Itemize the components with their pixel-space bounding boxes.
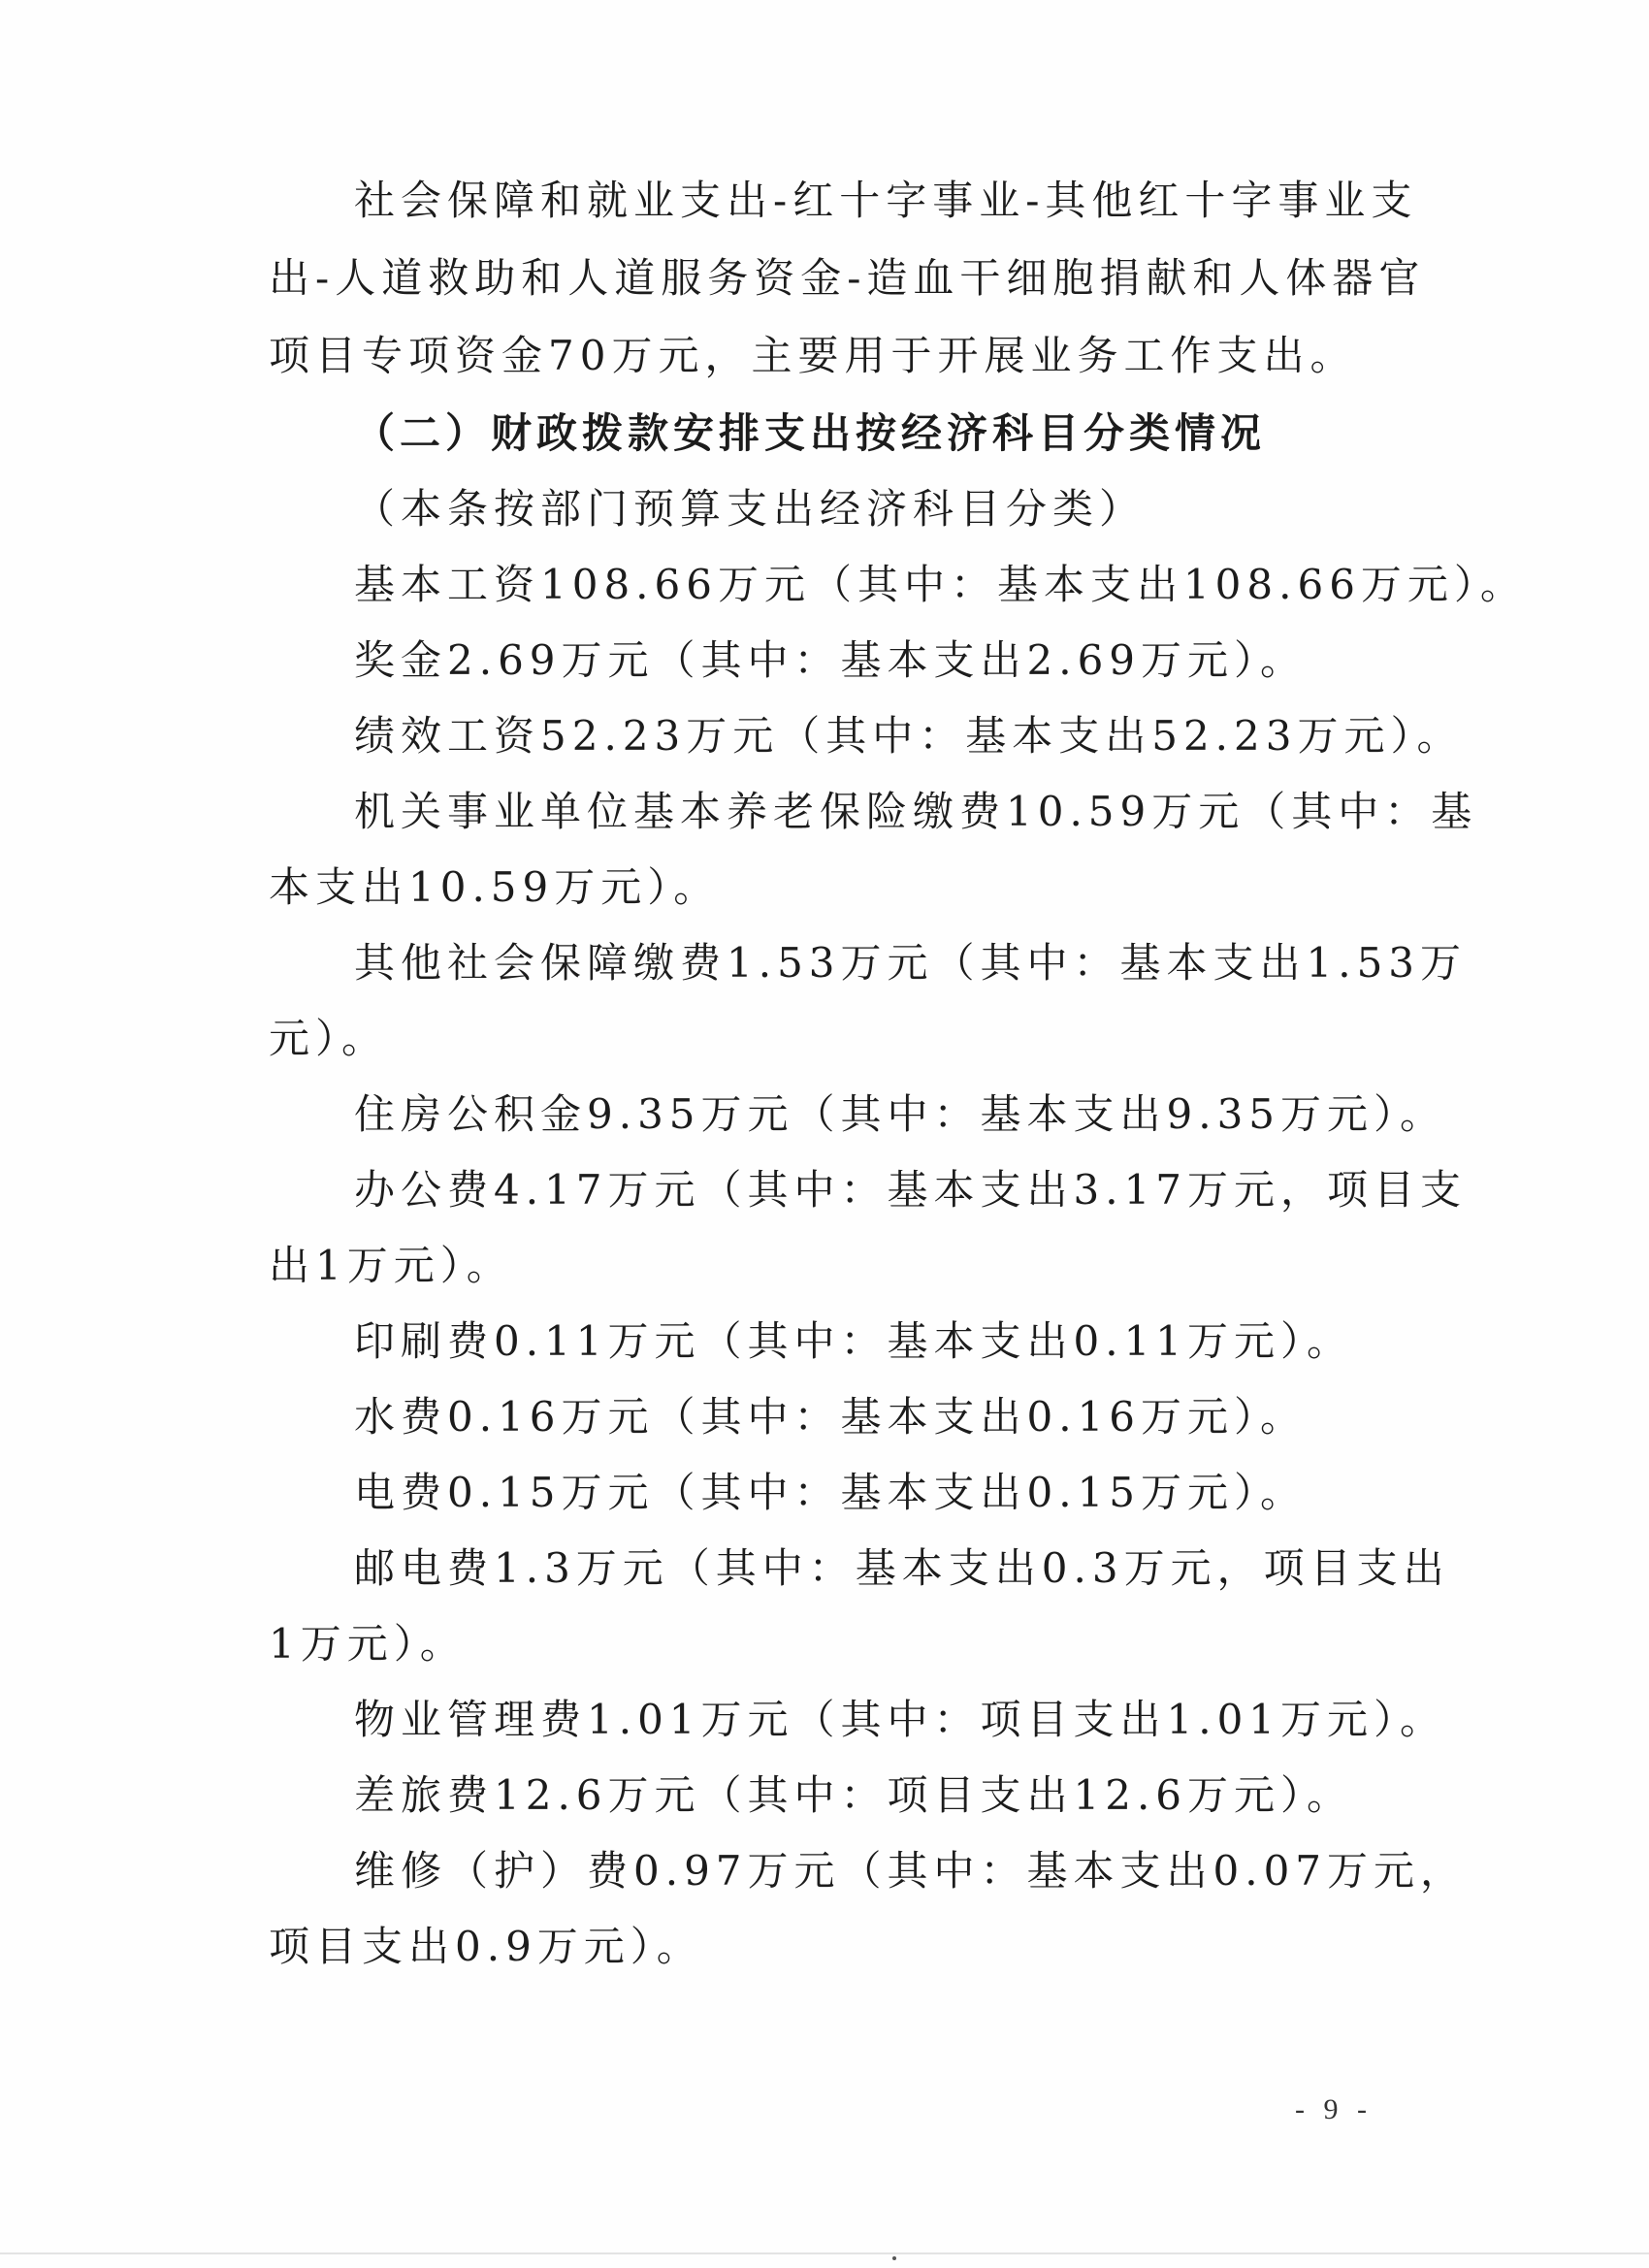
item-other-social-security: 其他社会保障缴费1.53万元（其中：基本支出1.53万 (354, 939, 1468, 987)
item-pension-insurance-cont: 本支出10.59万元）。 (269, 863, 721, 911)
item-postal-telecom-fee: 邮电费1.3万元（其中：基本支出0.3万元，项目支出 (354, 1544, 1450, 1592)
paragraph-line: 出-人道救助和人道服务资金-造血干细胞捐献和人体器官 (269, 254, 1426, 302)
paragraph-line: 项目专项资金70万元，主要用于开展业务工作支出。 (269, 332, 1357, 379)
item-housing-fund: 住房公积金9.35万元（其中：基本支出9.35万元）。 (354, 1090, 1447, 1138)
item-office-expense: 办公费4.17万元（其中：基本支出3.17万元，项目支 (354, 1166, 1468, 1214)
paragraph-line: 社会保障和就业支出-红十字事业-其他红十字事业支 (354, 177, 1418, 224)
item-other-social-security-cont: 元）。 (269, 1015, 389, 1062)
section-heading: （二）财政拨款安排支出按经济科目分类情况 (354, 409, 1267, 457)
item-basic-salary: 基本工资108.66万元（其中：基本支出108.66万元）。 (354, 561, 1527, 608)
section-note: （本条按部门预算支出经济科目分类） (354, 485, 1147, 533)
scan-bottom-edge (0, 2252, 1649, 2254)
item-maintenance-fee: 维修（护）费0.97万元（其中：基本支出0.07万元， (354, 1847, 1468, 1895)
item-postal-telecom-fee-cont: 1万元）。 (269, 1620, 467, 1668)
item-office-expense-cont: 出1万元）。 (269, 1242, 513, 1289)
item-printing-fee: 印刷费0.11万元（其中：基本支出0.11万元）。 (354, 1317, 1354, 1365)
item-electricity-fee: 电费0.15万元（其中：基本支出0.15万元）。 (354, 1469, 1308, 1516)
item-performance-pay: 绩效工资52.23万元（其中：基本支出52.23万元）。 (354, 712, 1464, 760)
item-pension-insurance: 机关事业单位基本养老保险缴费10.59万元（其中：基 (354, 788, 1478, 835)
scan-speck (892, 2256, 896, 2260)
item-maintenance-fee-cont: 项目支出0.9万元）。 (269, 1923, 703, 1970)
item-bonus: 奖金2.69万元（其中：基本支出2.69万元）。 (354, 636, 1308, 684)
item-travel-expense: 差旅费12.6万元（其中：项目支出12.6万元）。 (354, 1771, 1354, 1819)
page-number: - 9 - (1295, 2093, 1373, 2125)
item-water-fee: 水费0.16万元（其中：基本支出0.16万元）。 (354, 1393, 1308, 1441)
item-property-management-fee: 物业管理费1.01万元（其中：项目支出1.01万元）。 (354, 1696, 1447, 1743)
